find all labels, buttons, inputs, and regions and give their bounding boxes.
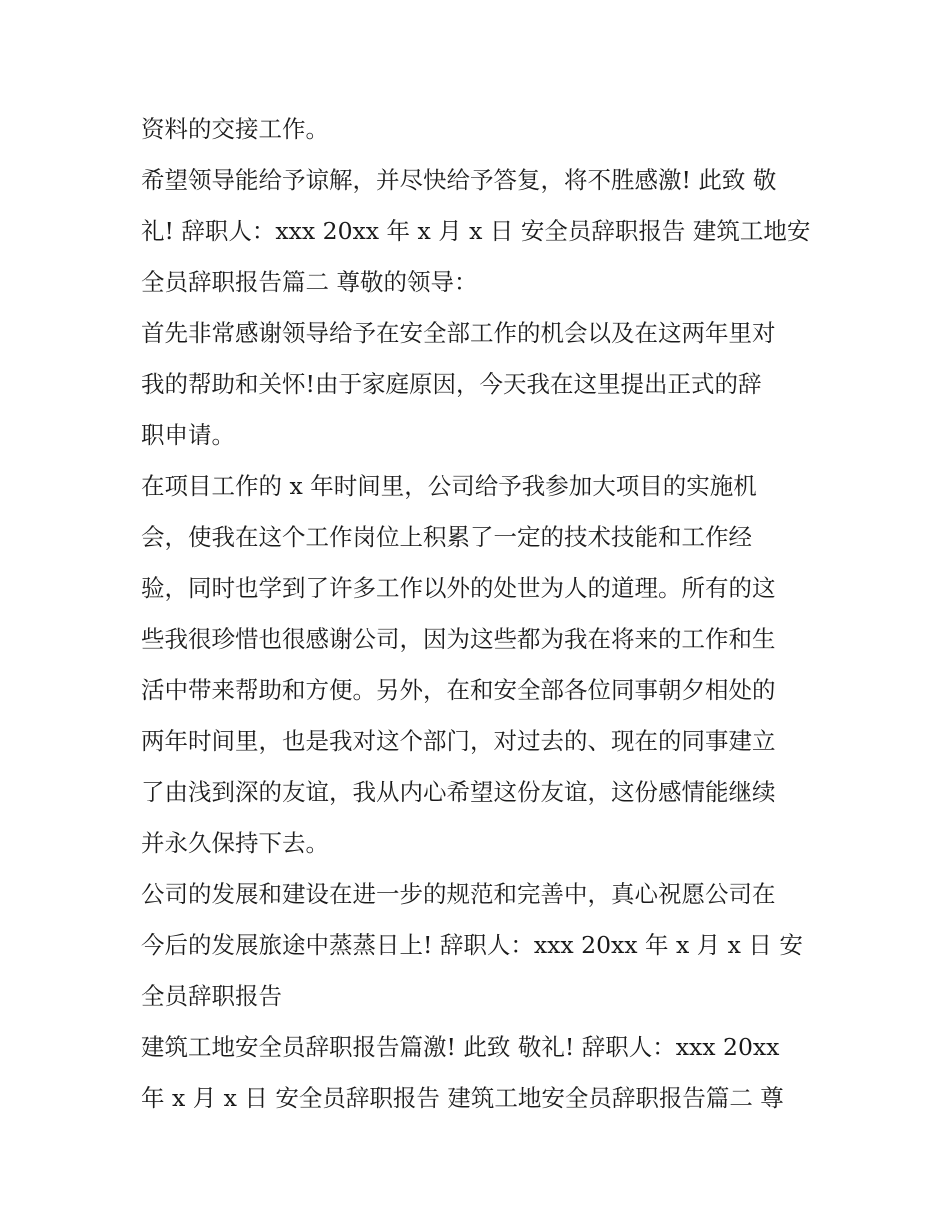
- text-line-2: 希望领导能给予谅解，并尽快给予答复，将不胜感激! 此致 敬: [141, 166, 777, 194]
- text-line-10: 验，同时也学到了许多工作以外的处世为人的道理。所有的这: [141, 574, 776, 602]
- text-line-16: 公司的发展和建设在进一步的规范和完善中，真心祝愿公司在: [141, 880, 776, 908]
- text-line-18: 全员辞职报告: [141, 982, 282, 1010]
- text-line-7: 职申请。: [141, 421, 235, 449]
- text-line-3: 礼! 辞职人：xxx 20xx 年 x 月 x 日 安全员辞职报告 建筑工地安: [141, 217, 811, 245]
- text-line-8: 在项目工作的 x 年时间里，公司给予我参加大项目的实施机: [141, 472, 757, 500]
- document-body: [141, 104, 813, 1124]
- text-line-17: 今后的发展旅途中蒸蒸日上! 辞职人：xxx 20xx 年 x 月 x 日 安: [141, 931, 803, 959]
- text-line-14: 了由浅到深的友谊，我从内心希望这份友谊，这份感情能继续: [141, 778, 776, 806]
- text-line-5: 首先非常感谢领导给予在安全部工作的机会以及在这两年里对: [141, 319, 776, 347]
- text-line-19: 建筑工地安全员辞职报告篇激! 此致 敬礼! 辞职人：xxx 20xx: [141, 1033, 780, 1061]
- text-line-11: 些我很珍惜也很感谢公司，因为这些都为我在将来的工作和生: [141, 625, 776, 653]
- text-line-20: 年 x 月 x 日 安全员辞职报告 建筑工地安全员辞职报告篇二 尊: [141, 1084, 784, 1112]
- text-line-12: 活中带来帮助和方便。另外，在和安全部各位同事朝夕相处的: [141, 676, 776, 704]
- text-line-15: 并永久保持下去。: [141, 829, 329, 857]
- text-line-13: 两年时间里，也是我对这个部门，对过去的、现在的同事建立: [141, 727, 776, 755]
- text-line-1: 资料的交接工作。: [141, 115, 329, 143]
- text-line-9: 会，使我在这个工作岗位上积累了一定的技术技能和工作经: [141, 523, 752, 551]
- text-line-6: 我的帮助和关怀!由于家庭原因，今天我在这里提出正式的辞: [141, 370, 762, 398]
- text-line-4: 全员辞职报告篇二 尊敬的领导：: [141, 268, 478, 296]
